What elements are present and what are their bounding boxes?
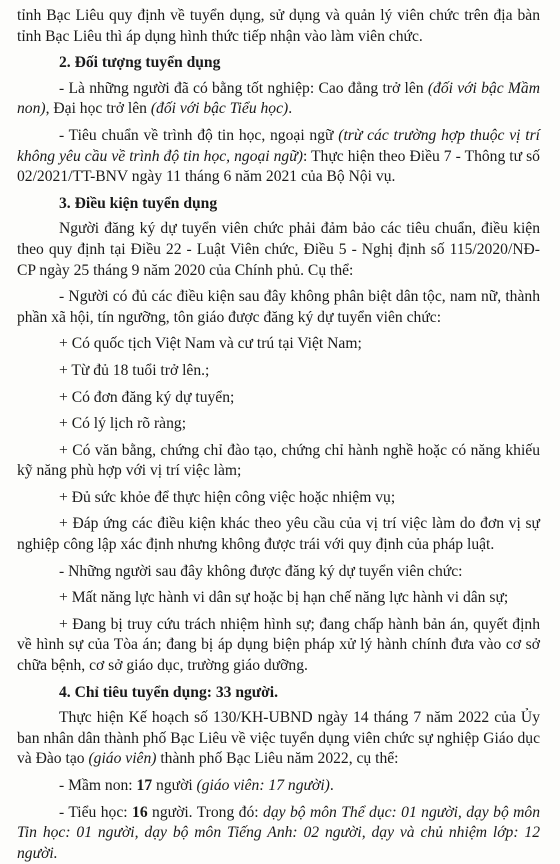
list-item: + Từ đủ 18 tuổi trở lên.;	[59, 361, 210, 379]
heading-section-3: 3. Điều kiện tuyển dụng	[59, 194, 218, 212]
paragraph-degree: - Là những người đã có bằng tốt nghiệp: Cao đẳng trở lên (đối với bậc Mầm non), Đại học trở lên (đối với bậc Tiểu học).	[17, 79, 540, 118]
paragraph-ineligible: - Những người sau đây không được đăng ký dự tuyển viên chức:	[59, 562, 463, 580]
heading-section-2: 2. Đối tượng tuyển dụng	[59, 54, 221, 72]
list-item: + Có văn bằng, chứng chỉ đào tạo, chứng chỉ hành nghề hoặc có năng khiếu kỹ năng phù hợp với vị trí việc làm;	[17, 441, 540, 480]
list-item: + Đủ sức khỏe để thực hiện công việc hoặc nhiệm vụ;	[59, 488, 396, 506]
list-item: + Có lý lịch rõ ràng;	[59, 415, 187, 433]
paragraph-eligible: - Người có đủ các điều kiện sau đây không phân biệt dân tộc, nam nữ, thành phần xã hội, tín ngưỡng, tôn giáo được đăng ký dự tuyển viên chức:	[17, 288, 540, 326]
list-item: + Mất năng lực hành vi dân sự hoặc bị hạn chế năng lực hành vi dân sự;	[59, 589, 509, 607]
paragraph-conditions: Người đăng ký dự tuyển viên chức phải đảm bảo các tiêu chuẩn, điều kiện theo quy định tại Điều 22 - Luật Viên chức, Điều 5 - Nghị định số 115/2020/NĐ-CP ngày 25 tháng 9 năm 2020 của Chính phủ. Cụ thể:	[17, 220, 540, 279]
list-item: + Đang bị truy cứu trách nhiệm hình sự; đang chấp hành bản án, quyết định về hình sự của Tòa án; đang bị áp dụng biện pháp xử lý hành chính đưa vào cơ sở chữa bệnh, cơ sở giáo dục, trường giáo dưỡng.	[17, 615, 540, 675]
heading-section-4: 4. Chỉ tiêu tuyển dụng: 33 người.	[59, 683, 279, 701]
paragraph-plan: Thực hiện Kế hoạch số 130/KH-UBND ngày 14 tháng 7 năm 2022 của Ủy ban nhân dân thành phố Bạc Liêu về việc tuyển dụng viên chức sự nghiệp Giáo dục và Đào tạo (giáo viên) thành phố Bạc Liêu năm 2022, cụ thể:	[17, 709, 540, 768]
list-item: + Đáp ứng các điều kiện khác theo yêu cầu của vị trí việc làm do đơn vị sự nghiệp công lập xác định nhưng không được trái với quy định của pháp luật.	[17, 515, 540, 554]
list-item: + Có quốc tịch Việt Nam và cư trú tại Việt Nam;	[59, 335, 362, 353]
paragraph-it-language: - Tiêu chuẩn về trình độ tin học, ngoại ngữ (trừ các trường hợp thuộc vị trí không yêu cầu về trình độ tin học, ngoại ngữ): Thực hiện theo Điều 7 - Thông tư số 02/2021/TT-BNV ngày 11 tháng 6 năm 2021 của Bộ Nội vụ.	[17, 126, 541, 186]
paragraph-intro: tỉnh Bạc Liêu quy định về tuyển dụng, sử dụng và quản lý viên chức trên địa bàn tỉnh Bạc Liêu thì áp dụng hình thức tiếp nhận vào làm viên chức.	[17, 7, 540, 45]
paragraph-primary: - Tiểu học: 16 người. Trong đó: dạy bộ môn Thể dục: 01 người, dạy bộ môn Tin học: 01 người, dạy bộ môn Tiếng Anh: 02 người, dạy và chủ nhiệm lớp: 12 người.	[17, 803, 541, 862]
list-item: + Có đơn đăng ký dự tuyển;	[59, 388, 235, 406]
paragraph-preschool: - Mầm non: 17 người (giáo viên: 17 người).	[59, 777, 334, 794]
